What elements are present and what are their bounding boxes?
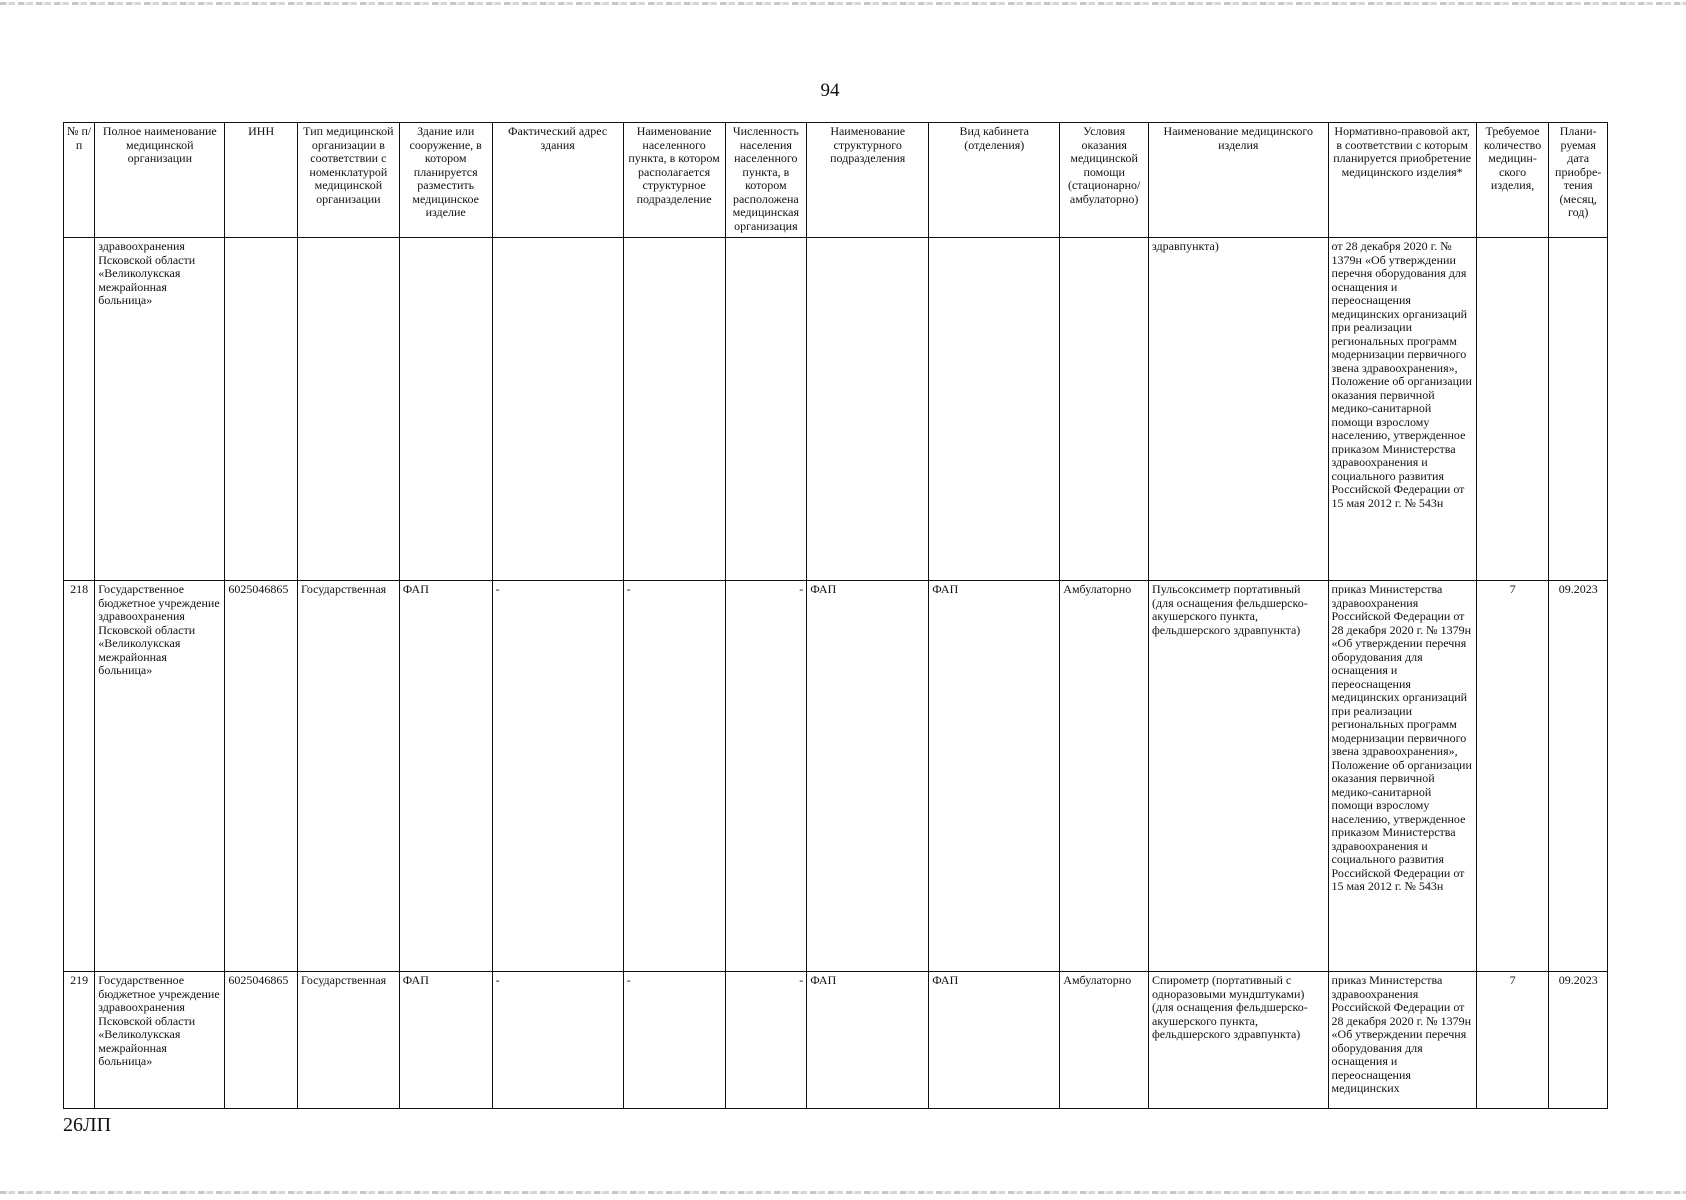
cell-device: здравпункта): [1149, 238, 1329, 581]
cell-address: [492, 238, 623, 581]
cell-legal-act: от 28 декабря 2020 г. № 1379н «Об утверждении перечня оборудования для оснащения и переоснащения медицинских организаций при реализации региональных программ модернизации первичного звена здравоохранения», Положение об организации оказания первичной медико-санитарной помощи взрослому населению, утвержденное приказом Министерства здравоохранения и социального развития Российской Федерации от 15 мая 2012 г. № 543н: [1328, 238, 1476, 581]
cell-date: 09.2023: [1549, 972, 1608, 1109]
table-row: [64, 972, 1608, 1109]
header-cell-subdivision: Наименование структурного подразделения: [807, 123, 929, 238]
equipment-registry-table: [63, 122, 1608, 1109]
cell-quantity: 7: [1476, 581, 1549, 972]
header-cell-number: № п/п: [64, 123, 95, 238]
cell-population: -: [725, 581, 807, 972]
cell-conditions: [1060, 238, 1149, 581]
cell-conditions: Амбулаторно: [1060, 972, 1149, 1109]
cell-building: ФАП: [399, 972, 492, 1109]
cell-date: 09.2023: [1549, 581, 1608, 972]
cell-locality: -: [623, 581, 725, 972]
cell-quantity: [1476, 238, 1549, 581]
cell-org-type: [297, 238, 399, 581]
cell-inn: 6025046865: [225, 972, 298, 1109]
header-cell-quantity: Требуемое количество медицин-ского изделия,: [1476, 123, 1549, 238]
cell-quantity: 7: [1476, 972, 1549, 1109]
cell-date: [1549, 238, 1608, 581]
cell-org-type: Государственная: [297, 972, 399, 1109]
cell-building: [399, 238, 492, 581]
cell-organization: здравоохранения Псковской области «Великолукская межрайонная больница»: [95, 238, 225, 581]
header-cell-population: Численность населения населенного пункта, в котором расположена медицинская организация: [725, 123, 807, 238]
cell-locality: -: [623, 972, 725, 1109]
header-cell-legal-act: Нормативно-правовой акт, в соответствии с которым планируется приобретение медицинского изделия*: [1328, 123, 1476, 238]
header-cell-conditions: Условия оказания медицинской помощи (стационарно/ амбулаторно): [1060, 123, 1149, 238]
cell-building: ФАП: [399, 581, 492, 972]
cell-inn: [225, 238, 298, 581]
cell-population: -: [725, 972, 807, 1109]
cell-population: [725, 238, 807, 581]
footer-document-code: 26ЛП: [63, 1114, 112, 1136]
cell-legal-act: приказ Министерства здравоохранения Российской Федерации от 28 декабря 2020 г. № 1379н «Об утверждении перечня оборудования для оснащения и переоснащения медицинских организаций при реализации региональных программ модернизации первичного звена здравоохранения», Положение об организации оказания первичной медико-санитарной помощи взрослому населению, утвержденное приказом Министерства здравоохранения и социального развития Российской Федерации от 15 мая 2012 г. № 543н: [1328, 581, 1476, 972]
cell-organization: Государственное бюджетное учреждение здравоохранения Псковской области «Великолукская межрайонная больница»: [95, 581, 225, 972]
header-cell-org-type: Тип медицинской организации в соответствии с номенклатурой медицинской организации: [297, 123, 399, 238]
cell-legal-act: приказ Министерства здравоохранения Российской Федерации от 28 декабря 2020 г. № 1379н «Об утверждении перечня оборудования для оснащения и переоснащения медицинских: [1328, 972, 1476, 1109]
table-header-row: [64, 123, 1608, 238]
cell-conditions: Амбулаторно: [1060, 581, 1149, 972]
scan-edge-bottom: [0, 1191, 1686, 1194]
header-cell-building: Здание или сооружение, в котором планируется разместить медицинское изделие: [399, 123, 492, 238]
header-cell-cabinet: Вид кабинета (отделения): [929, 123, 1060, 238]
header-cell-locality: Наименование населенного пункта, в котором располагается структурное подразделение: [623, 123, 725, 238]
cell-number: 218: [64, 581, 95, 972]
cell-subdivision: ФАП: [807, 972, 929, 1109]
header-cell-inn: ИНН: [225, 123, 298, 238]
cell-inn: 6025046865: [225, 581, 298, 972]
cell-address: -: [492, 972, 623, 1109]
header-cell-date: Плани-руемая дата приобре-тения (месяц, год): [1549, 123, 1608, 238]
header-cell-address: Фактический адрес здания: [492, 123, 623, 238]
header-cell-organization: Полное наименование медицинской организации: [95, 123, 225, 238]
cell-subdivision: ФАП: [807, 581, 929, 972]
table-row: [64, 238, 1608, 581]
table-row: [64, 581, 1608, 972]
cell-organization: Государственное бюджетное учреждение здравоохранения Псковской области «Великолукская межрайонная больница»: [95, 972, 225, 1109]
cell-locality: [623, 238, 725, 581]
page-number: 94: [820, 80, 840, 101]
cell-cabinet: ФАП: [929, 581, 1060, 972]
cell-device: Пульсоксиметр портативный (для оснащения фельдшерско-акушерского пункта, фельдшерского здравпункта): [1149, 581, 1329, 972]
cell-org-type: Государственная: [297, 581, 399, 972]
cell-device: Спирометр (портативный с одноразовыми мундштуками) (для оснащения фельдшерско-акушерского пункта, фельдшерского здравпункта): [1149, 972, 1329, 1109]
cell-number: [64, 238, 95, 581]
cell-number: 219: [64, 972, 95, 1109]
cell-address: -: [492, 581, 623, 972]
header-cell-device: Наименование медицинского изделия: [1149, 123, 1329, 238]
cell-subdivision: [807, 238, 929, 581]
cell-cabinet: [929, 238, 1060, 581]
cell-cabinet: ФАП: [929, 972, 1060, 1109]
scan-edge-top: [0, 2, 1686, 5]
